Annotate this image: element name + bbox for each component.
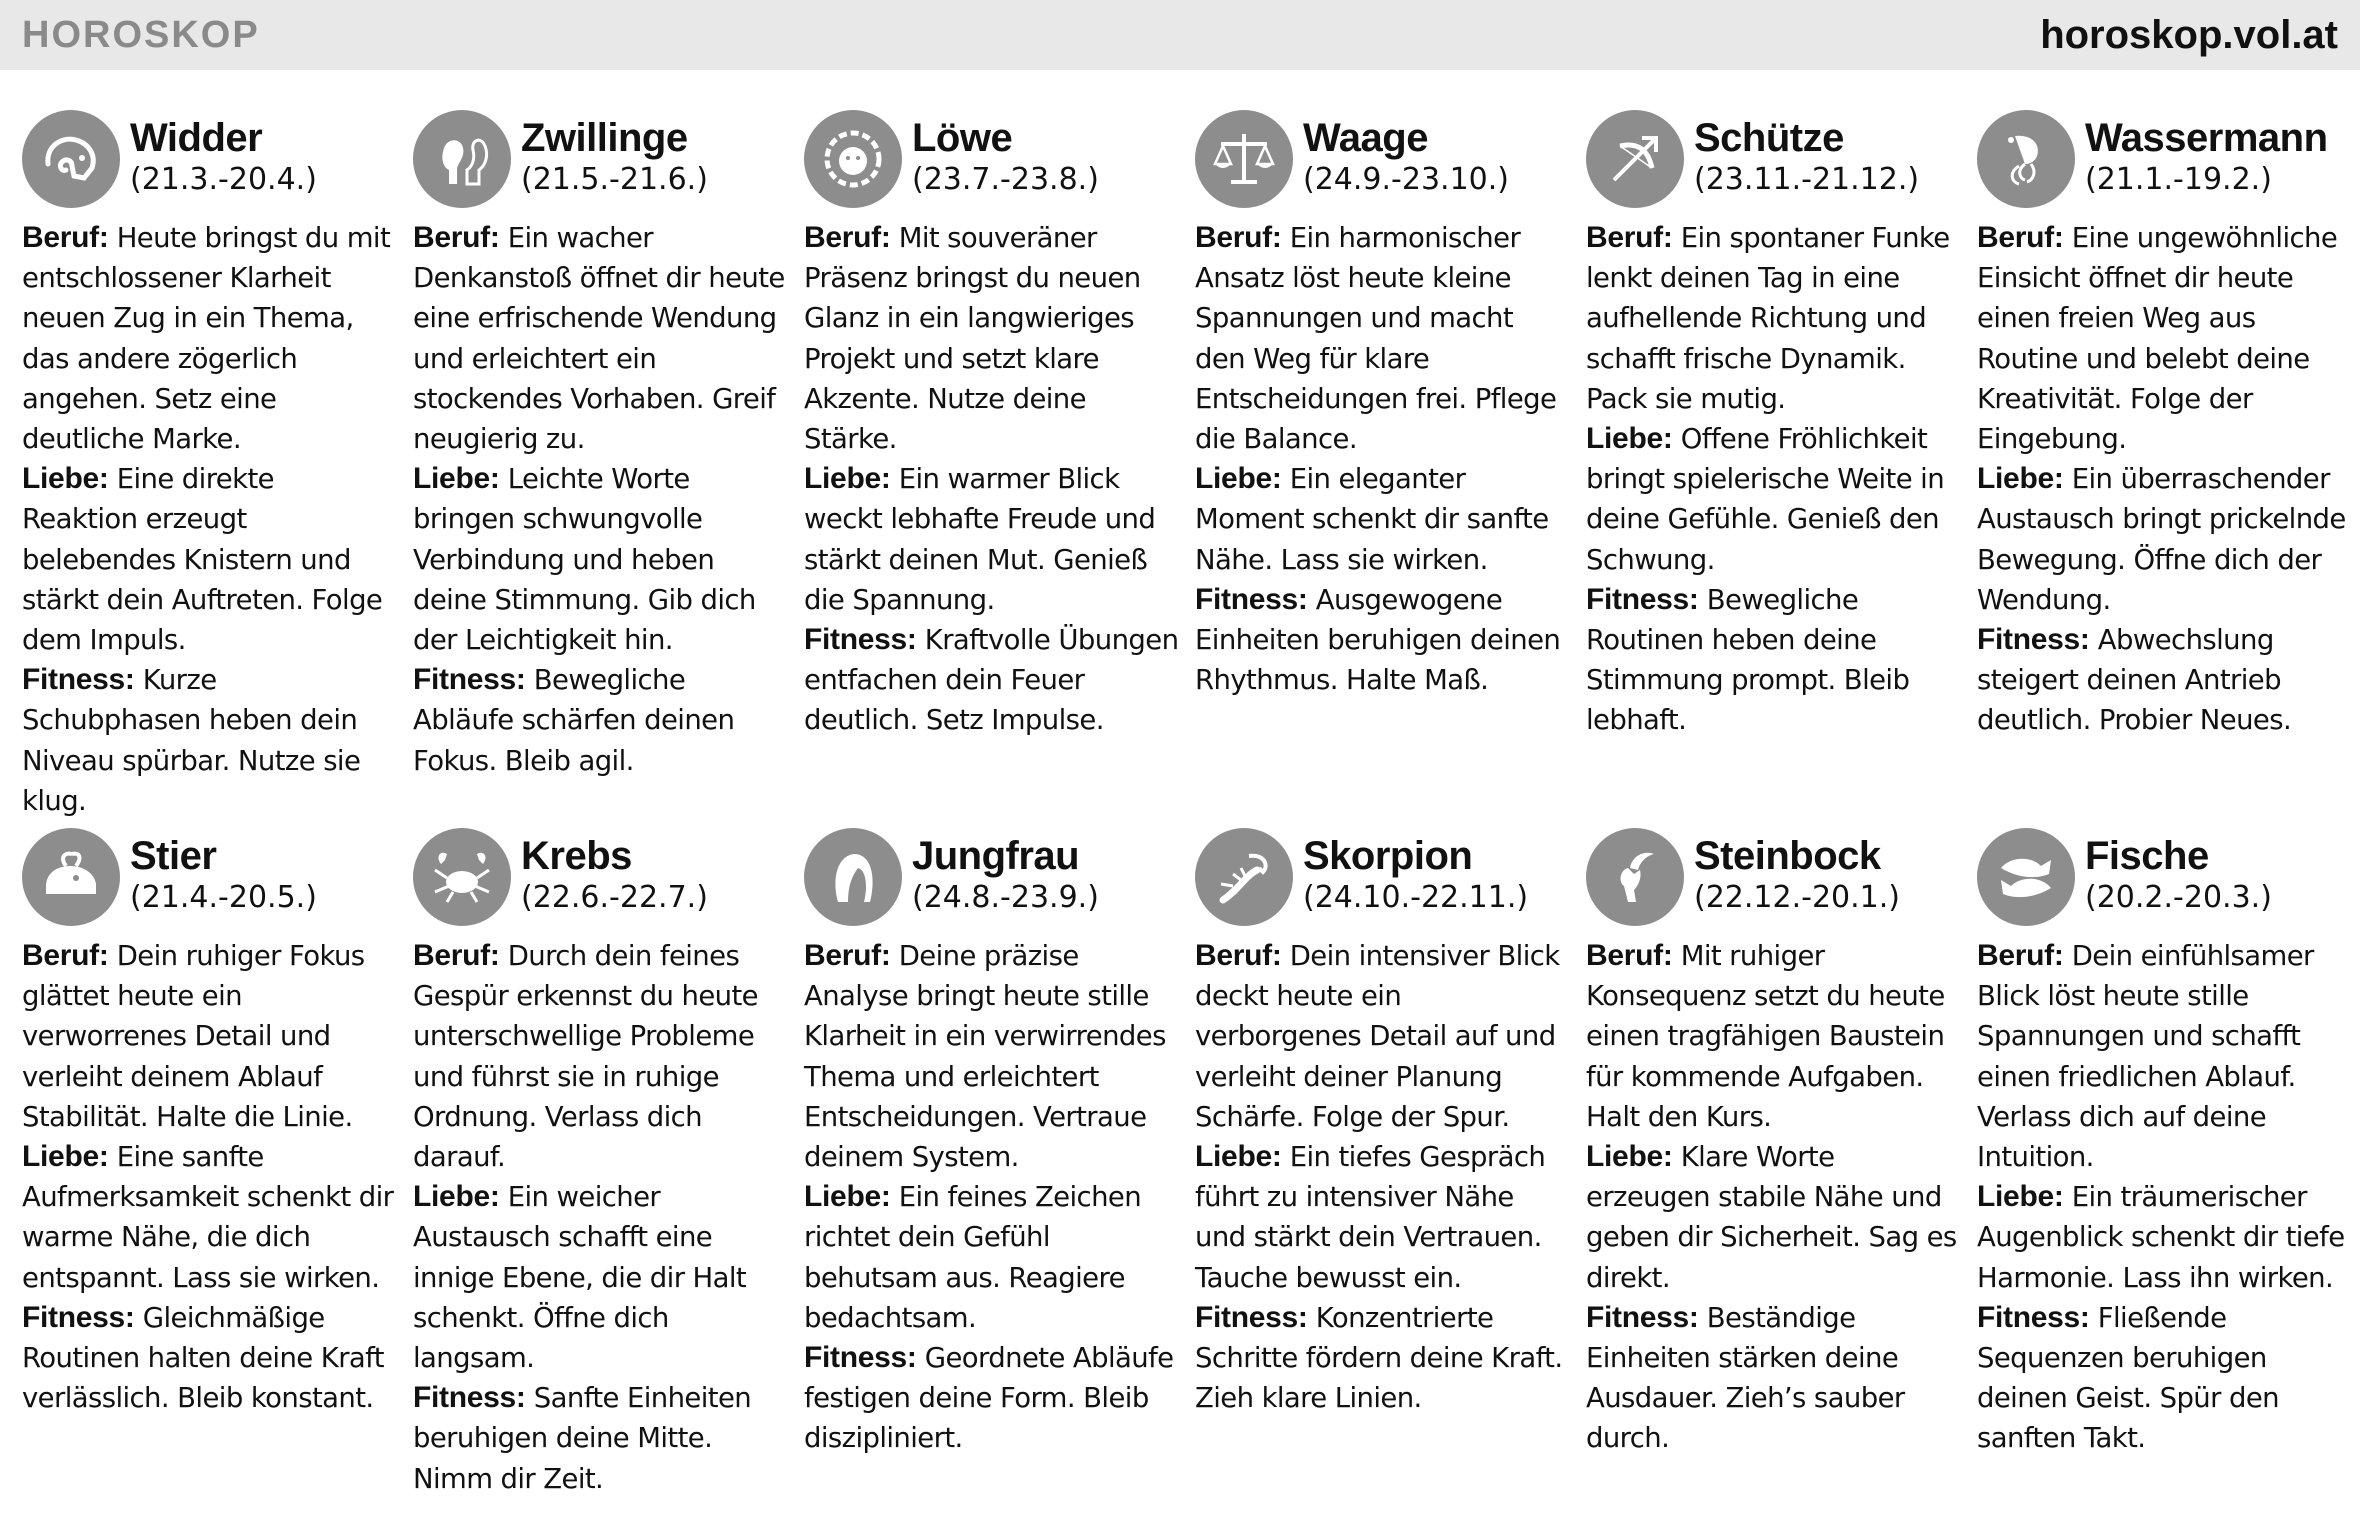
label-liebe: Liebe: <box>1195 462 1282 496</box>
text-beruf: Dein einfühlsamer Blick löst heute stille Spannungen und schafft einen friedlichen Ablauf. Verlass dich auf deine Intuition. <box>1977 940 2314 1174</box>
sign-text <box>1586 936 1961 1459</box>
text-beruf: Ein wacher Denkanstoß öffnet dir heute eine erfrischende Wendung und erleichtert ein stockendes Vorhaben. Greif neugierig zu. <box>413 222 785 456</box>
label-beruf: Beruf: <box>1586 221 1673 254</box>
text-beruf: Ein harmonischer Ansatz löst heute kleine Spannungen und macht den Weg für klare Entscheidungen frei. Pflege die Balance. <box>1195 222 1557 456</box>
ram-icon <box>22 110 120 208</box>
sign-name: Zwillinge <box>521 116 688 160</box>
text-liebe: Ein weicher Austausch schafft eine innige Ebene, die dir Halt schenkt. Öffne dich langsam. <box>413 1181 747 1375</box>
sign-text <box>22 936 397 1418</box>
label-liebe: Liebe: <box>804 1180 891 1214</box>
label-liebe: Liebe: <box>1586 1140 1673 1174</box>
label-fitness: Fitness: <box>413 663 526 697</box>
sign-name: Jungfrau <box>912 834 1080 878</box>
text-fitness: Bewegliche Routinen heben deine Stimmung prompt. Bleib lebhaft. <box>1586 583 1910 737</box>
sign-zwillinge <box>413 110 788 828</box>
sign-dates: (22.12.-20.1.) <box>1694 880 1900 915</box>
sign-name: Wassermann <box>2085 116 2328 160</box>
sign-text <box>413 936 788 1499</box>
sign-wassermann <box>1977 110 2352 828</box>
label-fitness: Fitness: <box>804 623 917 657</box>
sign-text <box>1977 936 2352 1459</box>
label-beruf: Beruf: <box>22 221 109 254</box>
sign-dates: (24.8.-23.9.) <box>912 880 1099 915</box>
label-fitness: Fitness: <box>1195 582 1308 616</box>
sign-dates: (20.2.-20.3.) <box>2085 880 2272 915</box>
text-fitness: Kraftvolle Übungen entfachen dein Feuer deutlich. Setz Impulse. <box>804 624 1179 737</box>
label-liebe: Liebe: <box>1977 1180 2064 1214</box>
sign-dates: (24.10.-22.11.) <box>1303 880 1529 915</box>
sign-name: Schütze <box>1694 116 1844 160</box>
label-beruf: Beruf: <box>413 221 500 254</box>
text-fitness: Kurze Schubphasen heben dein Niveau spürbar. Nutze sie klug. <box>22 664 361 817</box>
text-beruf: Dein ruhiger Fokus glättet heute ein verworrenes Detail und verleiht deinem Ablauf Stabilität. Halte die Linie. <box>22 940 365 1133</box>
label-liebe: Liebe: <box>1195 1140 1282 1174</box>
sign-text <box>1195 936 1570 1418</box>
sign-fische <box>1977 828 2352 1528</box>
text-liebe: Ein träumerischer Augenblick schenkt dir tiefe Harmonie. Lass ihn wirken. <box>1977 1181 2345 1294</box>
text-fitness: Beständige Einheiten stärken deine Ausdauer. Zieh’s sauber durch. <box>1586 1301 1905 1455</box>
text-liebe: Ein eleganter Moment schenkt dir sanfte Nähe. Lass sie wirken. <box>1195 463 1549 576</box>
sign-name: Widder <box>130 116 263 160</box>
label-liebe: Liebe: <box>413 1180 500 1214</box>
text-beruf: Deine präzise Analyse bringt heute stille Klarheit in ein verwirrendes Thema und erleichtert Entscheidungen. Vertraue deinem System. <box>804 940 1166 1174</box>
text-beruf: Mit souveräner Präsenz bringst du neuen Glanz in ein langwieriges Projekt und setzt klare Akzente. Nutze deine Stärke. <box>804 222 1141 456</box>
sign-text <box>1195 218 1570 700</box>
text-beruf: Dein intensiver Blick deckt heute ein verborgenes Detail auf und verleiht deiner Planung Schärfe. Folge der Spur. <box>1195 940 1560 1133</box>
sign-widder <box>22 110 397 828</box>
sign-dates: (22.6.-22.7.) <box>521 880 708 915</box>
sign-text <box>22 218 397 821</box>
sign-text <box>1977 218 2352 741</box>
text-beruf: Ein spontaner Funke lenkt deinen Tag in eine aufhellende Richtung und schafft frische Dynamik. Pack sie mutig. <box>1586 222 1950 415</box>
text-beruf: Heute bringst du mit entschlossener Klarheit neuen Zug in ein Thema, das andere zögerlich angehen. Setz eine deutliche Marke. <box>22 222 391 456</box>
label-fitness: Fitness: <box>22 1300 135 1334</box>
bull-icon <box>22 828 120 926</box>
label-liebe: Liebe: <box>22 1140 109 1174</box>
page-title: HOROSKOP <box>22 13 260 56</box>
sign-name: Krebs <box>521 834 632 878</box>
text-fitness: Fließende Sequenzen beruhigen deinen Geist. Spür den sanften Takt. <box>1977 1301 2279 1455</box>
text-fitness: Sanfte Einheiten beruhigen deine Mitte. Nimm dir Zeit. <box>413 1382 752 1495</box>
text-liebe: Offene Fröhlichkeit bringt spielerische Weite in deine Gefühle. Genieß den Schwung. <box>1586 423 1945 576</box>
goat-icon <box>1586 828 1684 926</box>
label-fitness: Fitness: <box>1586 1300 1699 1334</box>
label-beruf: Beruf: <box>1586 939 1673 972</box>
text-fitness: Ausgewogene Einheiten beruhigen deinen Rhythmus. Halte Maß. <box>1195 583 1561 697</box>
label-liebe: Liebe: <box>413 462 500 496</box>
sign-name: Steinbock <box>1694 834 1881 878</box>
sign-name: Stier <box>130 834 217 878</box>
sign-dates: (21.4.-20.5.) <box>130 880 317 915</box>
sign-text <box>804 936 1179 1459</box>
label-beruf: Beruf: <box>804 939 891 972</box>
label-beruf: Beruf: <box>22 939 109 972</box>
scales-icon <box>1195 110 1293 208</box>
twins-icon <box>413 110 511 208</box>
sign-dates: (23.7.-23.8.) <box>912 162 1099 197</box>
text-liebe: Ein warmer Blick weckt lebhafte Freude und stärkt deinen Mut. Genieß die Spannung. <box>804 463 1156 616</box>
sign-loewe <box>804 110 1179 828</box>
sign-stier <box>22 828 397 1528</box>
label-liebe: Liebe: <box>1586 422 1673 456</box>
sign-dates: (21.1.-19.2.) <box>2085 162 2272 197</box>
label-beruf: Beruf: <box>1195 221 1282 254</box>
label-beruf: Beruf: <box>413 939 500 972</box>
sign-name: Skorpion <box>1303 834 1473 878</box>
label-fitness: Fitness: <box>804 1341 917 1375</box>
label-fitness: Fitness: <box>22 663 135 697</box>
sign-skorpion <box>1195 828 1570 1528</box>
sign-name: Waage <box>1303 116 1428 160</box>
label-liebe: Liebe: <box>804 462 891 496</box>
sign-dates: (21.5.-21.6.) <box>521 162 708 197</box>
sign-jungfrau <box>804 828 1179 1528</box>
crab-icon <box>413 828 511 926</box>
label-fitness: Fitness: <box>1586 582 1699 616</box>
text-beruf: Mit ruhiger Konsequenz setzt du heute einen tragfähigen Baustein für kommende Aufgaben. Halt den Kurs. <box>1586 940 1945 1133</box>
water-bearer-icon <box>1977 110 2075 208</box>
sign-text <box>413 218 788 781</box>
sign-name: Fische <box>2085 834 2209 878</box>
text-liebe: Leichte Worte bringen schwungvolle Verbindung und heben deine Stimmung. Gib dich der Leichtigkeit hin. <box>413 463 756 657</box>
text-beruf: Durch dein feines Gespür erkennst du heute unterschwellige Probleme und führst sie in ruhige Ordnung. Verlass dich darauf. <box>413 940 758 1174</box>
label-beruf: Beruf: <box>1977 221 2064 254</box>
virgin-icon <box>804 828 902 926</box>
text-liebe: Ein tiefes Gespräch führt zu intensiver Nähe und stärkt dein Vertrauen. Tauche bewusst ein. <box>1195 1141 1546 1294</box>
text-fitness: Bewegliche Abläufe schärfen deinen Fokus. Bleib agil. <box>413 664 735 777</box>
sign-dates: (24.9.-23.10.) <box>1303 162 1509 197</box>
page-header <box>0 0 2360 70</box>
label-liebe: Liebe: <box>1977 462 2064 496</box>
scorpion-icon <box>1195 828 1293 926</box>
text-fitness: Abwechslung steigert deinen Antrieb deutlich. Probier Neues. <box>1977 624 2292 737</box>
sign-text <box>804 218 1179 741</box>
sign-dates: (23.11.-21.12.) <box>1694 162 1920 197</box>
label-beruf: Beruf: <box>1195 939 1282 972</box>
text-liebe: Ein feines Zeichen richtet dein Gefühl behutsam aus. Reagiere bedachtsam. <box>804 1181 1142 1334</box>
text-fitness: Geordnete Abläufe festigen deine Form. Bleib diszipliniert. <box>804 1342 1174 1455</box>
sign-schuetze <box>1586 110 1961 828</box>
label-beruf: Beruf: <box>804 221 891 254</box>
text-fitness: Gleichmäßige Routinen halten deine Kraft verlässlich. Bleib konstant. <box>22 1301 384 1415</box>
bow-arrow-icon <box>1586 110 1684 208</box>
sign-steinbock <box>1586 828 1961 1528</box>
label-fitness: Fitness: <box>413 1381 526 1415</box>
label-fitness: Fitness: <box>1977 1300 2090 1334</box>
text-beruf: Eine ungewöhnliche Einsicht öffnet dir heute einen freien Weg aus Routine und belebt deine Kreativität. Folge der Eingebung. <box>1977 222 2338 456</box>
sign-name: Löwe <box>912 116 1013 160</box>
lion-icon <box>804 110 902 208</box>
horoscope-grid <box>22 110 2352 1528</box>
text-fitness: Konzentrierte Schritte fördern deine Kraft. Zieh klare Linien. <box>1195 1301 1563 1415</box>
label-beruf: Beruf: <box>1977 939 2064 972</box>
sign-dates: (21.3.-20.4.) <box>130 162 317 197</box>
sign-waage <box>1195 110 1570 828</box>
sign-text <box>1586 218 1961 741</box>
label-fitness: Fitness: <box>1977 623 2090 657</box>
fish-icon <box>1977 828 2075 926</box>
label-liebe: Liebe: <box>22 462 109 496</box>
label-fitness: Fitness: <box>1195 1300 1308 1334</box>
text-liebe: Klare Worte erzeugen stabile Nähe und geben dir Sicherheit. Sag es direkt. <box>1586 1141 1957 1294</box>
sign-krebs <box>413 828 788 1528</box>
text-liebe: Eine direkte Reaktion erzeugt belebendes Knistern und stärkt dein Auftreten. Folge dem Impuls. <box>22 463 383 657</box>
site-url: horoskop.vol.at <box>2040 12 2338 57</box>
text-liebe: Ein überraschender Austausch bringt prickelnde Bewegung. Öffne dich der Wendung. <box>1977 463 2346 616</box>
text-liebe: Eine sanfte Aufmerksamkeit schenkt dir warme Nähe, die dich entspannt. Lass sie wirken. <box>22 1141 394 1294</box>
